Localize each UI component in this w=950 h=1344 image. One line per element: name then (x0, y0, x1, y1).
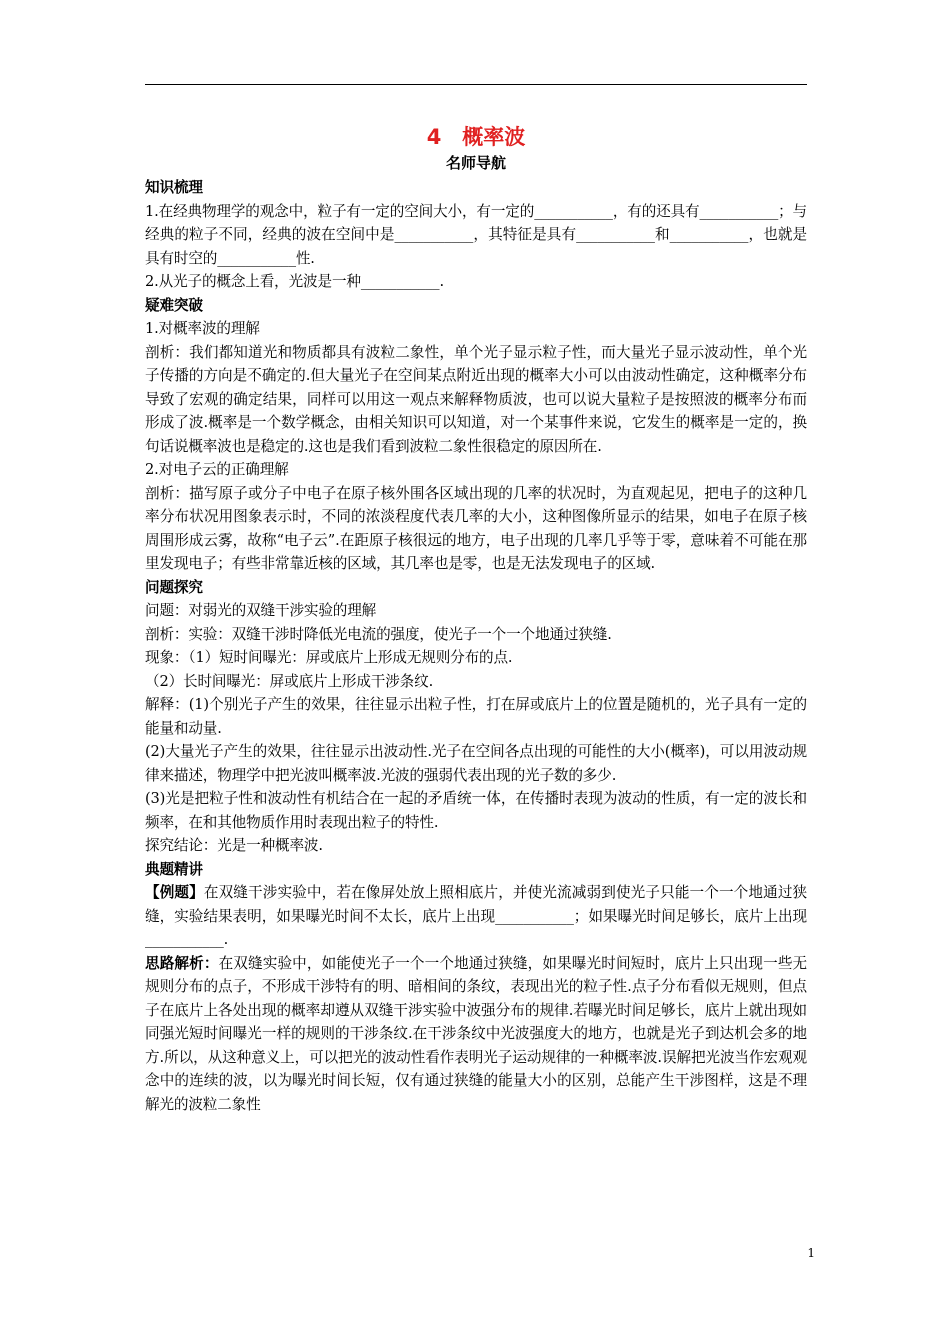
yinan-topic-2: 2.对电子云的正确理解 (145, 461, 289, 478)
wenti-explanation-1: 解释：(1)个别光子产生的效果，往往显示出粒子性，打在屏或底片上的位置是随机的，光子具有一定的能量和动量. (145, 696, 807, 737)
yinan-topic-1: 1.对概率波的理解 (145, 320, 260, 337)
page-title: 4 概率波 (426, 125, 526, 149)
wenti-explanation-2: (2)大量光子产生的效果，往往显示出波动性.光子在空间各点出现的可能性的大小(概率)，可以用波动规律来描述，物理学中把光波叫概率波.光波的强弱代表出现的光子数的多少. (145, 743, 807, 784)
document-body (145, 176, 807, 1116)
header-rule (145, 84, 807, 85)
yinan-analysis-1: 剖析：我们都知道光和物质都具有波粒二象性，单个光子显示粒子性，而大量光子显示波动性，单个光子传播的方向是不确定的.但大量光子在空间某点附近出现的概率大小可以由波动性确定，这种概率分布导致了宏观的确定结果，同样可以用这一观点来解释物质波，也可以说大量粒子是按照波的概率分布而形成了波.概率是一个数学概念，由相关知识可以知道，对一个某事件来说，它发生的概率是一定的，换句话说概率波也是稳定的.这也是我们看到波粒二象性很稳定的原因所在. (145, 343, 807, 455)
zhishi-paragraph-2: 2.从光子的概念上看，光波是一种___________. (145, 273, 444, 290)
wenti-analysis: 剖析：实验：双缝干涉时降低光电流的强度，使光子一个一个地通过狭缝. (145, 625, 612, 643)
zhishi-paragraph-1: 1.在经典物理学的观念中，粒子有一定的空间大小，有一定的___________，有的还具有___________；与经典的粒子不同，经典的波在空间中是___________，其特征是具有___________和___________，也就是具有时空的___________性. (145, 202, 807, 267)
section-heading-zhishi: 知识梳理 (145, 179, 203, 196)
example-paragraph (145, 881, 807, 952)
wenti-phenomenon-1: 现象：（1）短时间曝光：屏或底片上形成无规则分布的点. (145, 649, 513, 666)
solution-text: 在双缝实验中，如能使光子一个一个地通过狭缝，如果曝光时间短时，底片上只出现一些无规则分布的点子，不形成干涉特有的明、暗相间的条纹，表现出光的粒子性.点子分布看似无规则，但点子在底片上各处出现的概率却遵从双缝干涉实验中波强分布的规律.若曝光时间足够长，底片上就出现如同强光短时间曝光一样的规则的干涉条纹.在干涉条纹中光波强度大的地方，也就是光子到达机会多的地方.所以，从这种意义上，可以把光的波动性看作表明光子运动规律的一种概率波.误解把光波当作宏观观念中的连续的波，以为曝光时间长短，仅有通过狭缝的能量大小的区别，总能产生干涉图样，这是不理解光的波粒二象性 (145, 954, 807, 1113)
page-number: 1 (807, 1246, 815, 1260)
wenti-question: 问题：对弱光的双缝干涉实验的理解 (145, 602, 377, 619)
example-text: 在双缝干涉实验中，若在像屏处放上照相底片，并使光流减弱到使光子只能一个一个地通过狭缝，实验结果表明，如果曝光时间不太长，底片上出现___________；如果曝光时间足够长，底片上出现___________. (145, 884, 807, 948)
wenti-conclusion: 探究结论：光是一种概率波. (145, 837, 323, 854)
solution-paragraph (145, 952, 807, 1117)
yinan-analysis-2: 剖析：描写原子或分子中电子在原子核外围各区域出现的几率的状况时，为直观起见，把电子的这种几率分布状况用图象表示时，不同的浓淡程度代表几率的大小，这种图像所显示的结果，如电子在原子核周围形成云雾，故称“电子云”.在距原子核很远的地方，电子出现的几率几乎等于零，意味着不可能在那里发现电子；有些非常靠近核的区域，其几率也是零，也是无法发现电子的区域. (145, 484, 807, 572)
section-heading-dianti: 典题精讲 (145, 860, 203, 878)
wenti-explanation-3: (3)光是把粒子性和波动性有机结合在一起的矛盾统一体，在传播时表现为波动的性质，有一定的波长和频率，在和其他物质作用时表现出粒子的特性. (145, 790, 807, 831)
section-heading-yinan: 疑难突破 (145, 296, 203, 314)
section-heading-wenti: 问题探究 (145, 578, 203, 596)
solution-label: 思路解析： (145, 954, 219, 972)
example-label: 【例题】 (145, 884, 204, 901)
wenti-phenomenon-2: （2）长时间曝光：屏或底片上形成干涉条纹. (145, 672, 434, 690)
page-subtitle: 名师导航 (445, 154, 506, 172)
